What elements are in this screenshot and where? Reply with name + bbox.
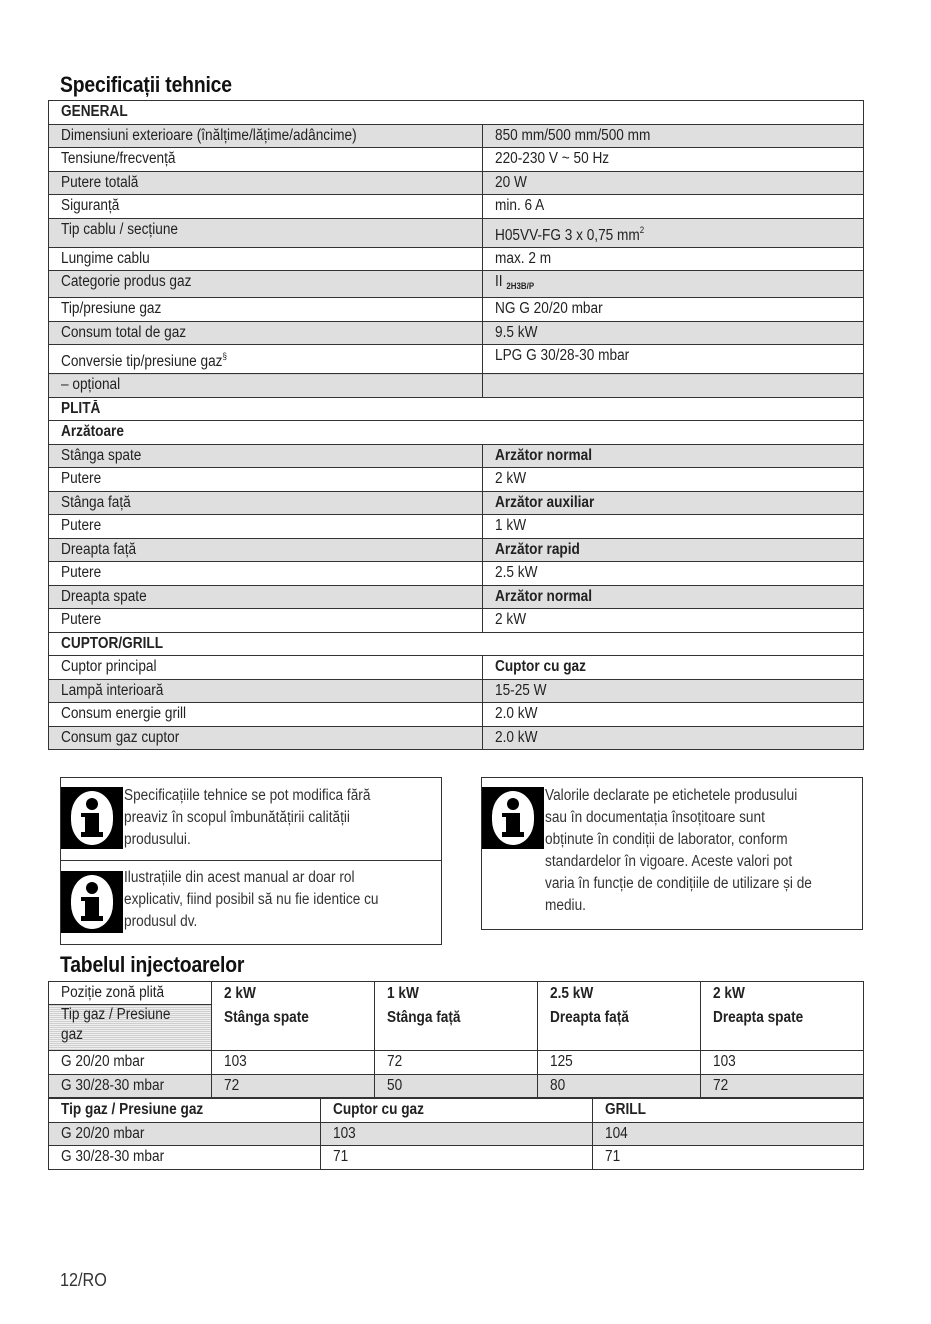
- info-icon: [482, 787, 544, 849]
- table-row: G 20/20 mbar 103 72 125 103: [49, 1051, 864, 1075]
- spec-section-general: GENERAL: [49, 101, 864, 125]
- spec-section-plita: PLITĂ: [49, 397, 864, 421]
- spec-section-arzatoare: Arzătoare: [49, 421, 864, 445]
- table-row: G 20/20 mbar 103 104: [49, 1122, 864, 1146]
- info-icon: [61, 787, 123, 849]
- note-specs-change: Specificațiile tehnice se pot modifica fără preaviz în scopul îmbunătățirii calității produsului.: [124, 787, 371, 848]
- injector-table: Poziție zonă plită Tip gaz / Presiune gaz 2 kW Stânga spate 1 kW Stânga față 2.5 kW Dreapta față 2 kW Dreapta spate G 20/20 mbar 103 72 125 103 G 30/28-30 mbar 72 50 80 72: [48, 981, 864, 1098]
- page-number: 12/RO: [60, 1270, 107, 1290]
- spec-table: GENERAL Dimensiuni exterioare (înălțime/lățime/adâncime) 850 mm/500 mm/500 mm Tensiune/frecvență 220-230 V ~ 50 Hz Putere totală 20 W Siguranță min. 6 A Tip cablu / secțiune H05VV-FG 3 x 0,75 $mm^2$ Lungime cablu max. 2 m Categorie produs gaz II $_{2H3B/P}$ Tip/presiune gaz NG G 20/20 mbar Consum total de gaz 9.5 kW Conversie tip/presiune gaz§ LPG G 30/28-30 mbar – opțional PLITĂ Arzătoare Stânga spate Arzător normal Putere 2 kW Stânga față Arzător auxiliar Putere 1 kW Dreapta față Arzător rapid Putere 2.5 kW Dreapta spate Arzător normal Putere 2 kW CUPTOR/GRILL Cuptor principal Cuptor cu gaz Lampă interioară 15-25 W Consum energie grill 2.0 kW Consum gaz cuptor 2.0 kW: [48, 100, 864, 750]
- spec-section-cuptor: CUPTOR/GRILL: [49, 632, 864, 656]
- note-illustrations: Ilustrațiile din acest manual ar doar rol explicativ, fiind posibil să nu fie identice cu produsul dv.: [124, 869, 379, 930]
- section-title-injectors: Tabelul injectoarelor: [60, 952, 245, 977]
- table-row: G 30/28-30 mbar 71 71: [49, 1146, 864, 1170]
- section-title-specs: Specificații tehnice: [60, 72, 232, 97]
- table-row: G 30/28-30 mbar 72 50 80 72: [49, 1074, 864, 1098]
- note-declared-values: Valorile declarate pe etichetele produsului sau în documentația însoțitoare sunt obținute în condiții de laborator, conform standardelor în vigoare. Aceste valori pot varia în funcție de condițiile de utilizare și de mediu.: [545, 787, 812, 914]
- injector-table-oven: Tip gaz / Presiune gaz Cuptor cu gaz GRILL G 20/20 mbar 103 104 G 30/28-30 mbar 71 71: [48, 1098, 864, 1170]
- info-icon: [61, 871, 123, 933]
